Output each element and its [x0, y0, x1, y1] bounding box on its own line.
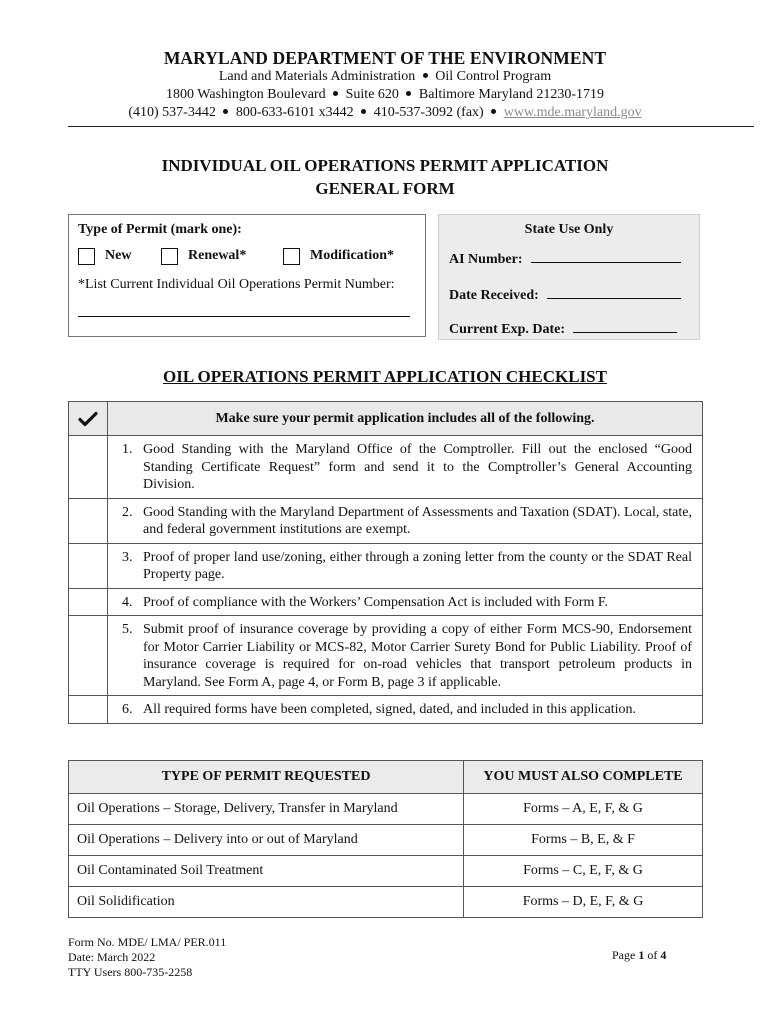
item-number: 4. [122, 594, 133, 610]
item-number: 1. [122, 442, 133, 457]
checklist-check-cell[interactable] [69, 616, 108, 695]
phone-primary: (410) 537-3442 [128, 105, 216, 120]
item-text: Proof of proper land use/zoning, either through a zoning letter from the county or the SDAT Real Property page. [143, 549, 692, 582]
checklist-title: OIL OPERATIONS PERMIT APPLICATION CHECKLIST [163, 367, 607, 386]
date-received-label: Date Received: [449, 288, 539, 303]
item-number: 5. [122, 622, 133, 637]
item-text: Submit proof of insurance coverage by providing a copy of either Form MCS-90, Endorsement for Motor Carrier Liability or MCS-82, Motor Carrier Surety Bond for Public Liability. Proof of insurance coverage is required for on-road vehicles that transport petroleum products in Maryland. See Form A, page 4, or Form B, page 3 if applicable. [143, 622, 692, 690]
division-line [0, 68, 770, 86]
checkmark-icon [78, 411, 98, 427]
checklist-item [108, 499, 702, 543]
date-received-field[interactable] [547, 284, 681, 299]
table-row [69, 794, 703, 825]
checkmark-header-cell [69, 402, 108, 435]
division-name: Land and Materials Administration [218, 69, 416, 84]
checkbox-new[interactable] [78, 248, 95, 265]
item-text: Proof of compliance with the Workers’ Compensation Act is included with Form F. [143, 594, 609, 610]
checklist-check-cell[interactable] [69, 696, 108, 723]
checklist-check-cell[interactable] [69, 589, 108, 616]
bullet-icon [491, 109, 496, 114]
checkbox-modification[interactable] [283, 248, 300, 265]
table-row [69, 856, 703, 887]
bullet-icon [423, 73, 428, 78]
program-name: Oil Control Program [435, 69, 552, 84]
date-received-row [449, 284, 681, 304]
required-forms-cell: Forms – D, E, F, & G [464, 887, 703, 918]
table-row [69, 887, 703, 918]
checkbox-new-label: New [105, 248, 132, 263]
website-link[interactable]: www.mde.maryland.gov [503, 105, 642, 120]
header-divider [68, 126, 754, 127]
required-forms-column-header: YOU MUST ALSO COMPLETE [464, 761, 703, 794]
required-forms-cell: Forms – C, E, F, & G [464, 856, 703, 887]
bullet-icon [406, 91, 411, 96]
address-line [0, 86, 770, 104]
exp-date-row [449, 318, 677, 338]
checklist-row [69, 589, 702, 617]
table-row [69, 825, 703, 856]
street-address: 1800 Washington Boulevard [166, 87, 326, 102]
ai-number-field[interactable] [531, 248, 681, 263]
required-forms-cell: Forms – B, E, & F [464, 825, 703, 856]
checklist-item [108, 616, 702, 695]
checklist-check-cell[interactable] [69, 436, 108, 498]
checklist-row [69, 616, 702, 696]
permit-request-table [68, 760, 703, 918]
permit-type-cell: Oil Solidification [69, 887, 464, 918]
permit-type-cell: Oil Operations – Delivery into or out of Maryland [69, 825, 464, 856]
permit-type-label: Type of Permit (mark one): [78, 222, 242, 237]
state-use-title: State Use Only [524, 222, 614, 237]
current-permit-note: *List Current Individual Oil Operations Permit Number: [78, 277, 395, 292]
checklist-row [69, 696, 702, 723]
state-use-box [438, 214, 700, 340]
permit-type-cell: Oil Operations – Storage, Delivery, Transfer in Maryland [69, 794, 464, 825]
checklist-item [108, 436, 702, 498]
item-number: 2. [122, 504, 133, 520]
checkbox-renewal-label: Renewal* [188, 248, 247, 263]
tty-number: TTY Users 800-735-2258 [68, 965, 193, 979]
checklist-table [68, 401, 703, 724]
form-subtitle: GENERAL FORM [315, 179, 455, 198]
checklist-item [108, 544, 702, 588]
bullet-icon [361, 109, 366, 114]
phone-tollfree: 800-633-6101 x3442 [235, 105, 354, 120]
checklist-row [69, 499, 702, 544]
checkbox-renewal[interactable] [161, 248, 178, 265]
page-number [612, 948, 666, 963]
page-current: 1 [638, 948, 645, 962]
agency-name: MARYLAND DEPARTMENT OF THE ENVIRONMENT [163, 48, 607, 68]
checklist-check-cell[interactable] [69, 499, 108, 543]
checklist-check-cell[interactable] [69, 544, 108, 588]
page-of: of [647, 948, 658, 962]
checklist-header-text: Make sure your permit application includes all of the following. [215, 410, 595, 426]
checklist-row [69, 544, 702, 589]
permit-type-column-header: TYPE OF PERMIT REQUESTED [69, 761, 464, 794]
checkbox-modification-label: Modification* [310, 248, 394, 263]
checklist-row [69, 436, 702, 499]
exp-date-label: Current Exp. Date: [449, 322, 566, 337]
page-prefix: Page [612, 948, 636, 962]
form-date: Date: March 2022 [68, 950, 156, 964]
city-state-zip: Baltimore Maryland 21230-1719 [418, 87, 604, 102]
item-text: All required forms have been completed, signed, dated, and included in this application. [143, 702, 636, 717]
suite-number: Suite 620 [345, 87, 399, 102]
contact-line [0, 104, 770, 122]
checklist-header-row [69, 402, 702, 436]
permit-type-box [68, 214, 426, 337]
form-number: Form No. MDE/ LMA/ PER.011 [68, 935, 227, 949]
permit-table-header-row [69, 761, 703, 794]
page-total: 4 [660, 948, 667, 962]
item-text: Good Standing with the Maryland Office of the Comptroller. Fill out the enclosed “Good Standing Certificate Request” form and send it to the Comptroller’s General Accounting Division. [143, 442, 692, 492]
item-number: 3. [122, 549, 133, 565]
form-footer [68, 935, 226, 980]
item-text: Good Standing with the Maryland Department of Assessments and Taxation (SDAT). Local, state, and federal government institutions are exempt. [143, 504, 692, 537]
checklist-item [108, 696, 702, 723]
form-title: INDIVIDUAL OIL OPERATIONS PERMIT APPLICATION [161, 156, 609, 175]
current-permit-number-field[interactable] [78, 316, 410, 317]
checklist-item [108, 589, 702, 616]
permit-type-cell: Oil Contaminated Soil Treatment [69, 856, 464, 887]
ai-number-row [449, 248, 681, 268]
fax-number: 410-537-3092 (fax) [373, 105, 484, 120]
ai-number-label: AI Number: [449, 252, 523, 267]
exp-date-field[interactable] [573, 318, 677, 333]
bullet-icon [333, 91, 338, 96]
required-forms-cell: Forms – A, E, F, & G [464, 794, 703, 825]
item-number: 6. [122, 702, 133, 717]
bullet-icon [223, 109, 228, 114]
